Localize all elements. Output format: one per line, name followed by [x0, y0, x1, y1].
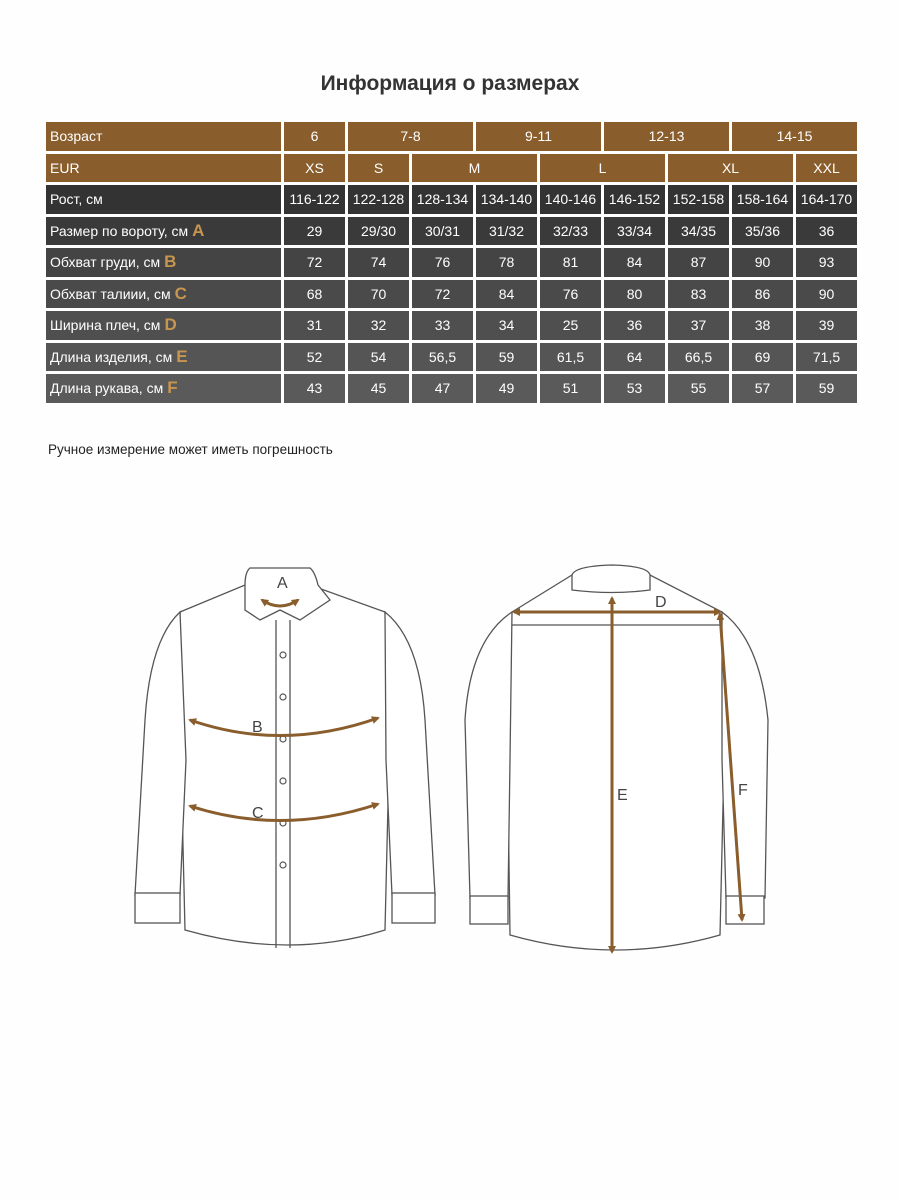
table-cell: 32: [348, 311, 409, 340]
table-cell: 38: [732, 311, 793, 340]
front-right-sleeve: [385, 612, 435, 895]
table-cell: 29/30: [348, 217, 409, 246]
age-cell: 12-13: [604, 122, 729, 151]
table-cell: 51: [540, 374, 601, 403]
table-cell: 29: [284, 217, 345, 246]
table-cell: 45: [348, 374, 409, 403]
back-shirt: [465, 565, 768, 950]
eur-label: EUR: [46, 154, 281, 183]
back-collar: [572, 565, 650, 593]
back-left-cuff: [470, 896, 508, 924]
table-cell: 34/35: [668, 217, 729, 246]
eur-cell: S: [348, 154, 409, 183]
table-cell: 90: [796, 280, 857, 309]
measurement-rows: [46, 185, 857, 403]
label-d: D: [655, 594, 667, 611]
row-label-text: Обхват талиии, см: [50, 285, 171, 302]
front-shirt: [135, 568, 435, 948]
table-cell: 59: [796, 374, 857, 403]
row-label-text: Длина рукава, см: [50, 380, 164, 397]
eur-cell: L: [540, 154, 665, 183]
table-row: [46, 217, 857, 246]
table-cell: 69: [732, 343, 793, 372]
table-cell: 134-140: [476, 185, 537, 214]
table-cell: 80: [604, 280, 665, 309]
age-cell: 7-8: [348, 122, 473, 151]
table-cell: 31: [284, 311, 345, 340]
table-cell: 35/36: [732, 217, 793, 246]
eur-cell: XS: [284, 154, 345, 183]
table-cell: 128-134: [412, 185, 473, 214]
age-cell: 9-11: [476, 122, 601, 151]
table-cell: 25: [540, 311, 601, 340]
table-cell: 56,5: [412, 343, 473, 372]
age-cell: 6: [284, 122, 345, 151]
row-label-text: Обхват груди, см: [50, 254, 161, 271]
label-f: F: [738, 782, 748, 799]
table-cell: 34: [476, 311, 537, 340]
row-label: [46, 311, 281, 340]
back-left-sleeve: [465, 612, 512, 898]
eur-cell: M: [412, 154, 537, 183]
table-cell: 33: [412, 311, 473, 340]
table-cell: 31/32: [476, 217, 537, 246]
table-cell: 76: [540, 280, 601, 309]
table-cell: 61,5: [540, 343, 601, 372]
table-cell: 83: [668, 280, 729, 309]
table-cell: 53: [604, 374, 665, 403]
size-table: [43, 119, 860, 406]
table-cell: 43: [284, 374, 345, 403]
table-cell: 49: [476, 374, 537, 403]
age-label: Возраст: [46, 122, 281, 151]
table-cell: 122-128: [348, 185, 409, 214]
table-cell: 74: [348, 248, 409, 277]
table-cell: 30/31: [412, 217, 473, 246]
row-label: [46, 217, 281, 246]
table-cell: 146-152: [604, 185, 665, 214]
table-cell: 54: [348, 343, 409, 372]
label-c: C: [252, 805, 264, 822]
table-row: [46, 343, 857, 372]
eur-row: [46, 154, 857, 183]
table-row: [46, 248, 857, 277]
measure-letter: E: [176, 346, 188, 366]
table-cell: 68: [284, 280, 345, 309]
table-cell: 59: [476, 343, 537, 372]
row-label-text: Ширина плеч, см: [50, 317, 161, 334]
table-cell: 87: [668, 248, 729, 277]
table-cell: 164-170: [796, 185, 857, 214]
table-cell: 78: [476, 248, 537, 277]
measure-letter: D: [164, 315, 177, 335]
row-label-text: Рост, см: [50, 191, 103, 208]
table-cell: 36: [604, 311, 665, 340]
table-row: [46, 374, 857, 403]
table-row: [46, 280, 857, 309]
table-cell: 39: [796, 311, 857, 340]
age-cell: 14-15: [732, 122, 857, 151]
table-cell: 72: [412, 280, 473, 309]
table-cell: 72: [284, 248, 345, 277]
measure-letter: A: [192, 220, 205, 240]
table-cell: 33/34: [604, 217, 665, 246]
row-label: [46, 343, 281, 372]
eur-cell: XXL: [796, 154, 857, 183]
table-cell: 81: [540, 248, 601, 277]
back-body: [507, 575, 725, 950]
row-label: [46, 374, 281, 403]
front-body: [180, 585, 390, 945]
measure-letter: F: [167, 378, 178, 398]
table-cell: 116-122: [284, 185, 345, 214]
table-cell: 84: [604, 248, 665, 277]
shirt-diagram: [0, 520, 900, 960]
table-cell: 64: [604, 343, 665, 372]
front-left-cuff: [135, 893, 180, 923]
row-label: [46, 248, 281, 277]
table-row: [46, 185, 857, 214]
table-cell: 71,5: [796, 343, 857, 372]
table-cell: 47: [412, 374, 473, 403]
age-row: [46, 122, 857, 151]
table-cell: 76: [412, 248, 473, 277]
row-label-text: Размер по вороту, см: [50, 222, 189, 239]
measure-letter: B: [164, 252, 177, 272]
table-cell: 52: [284, 343, 345, 372]
table-cell: 57: [732, 374, 793, 403]
table-row: [46, 311, 857, 340]
front-right-cuff: [392, 893, 435, 923]
back-right-cuff: [726, 896, 764, 924]
table-cell: 36: [796, 217, 857, 246]
table-cell: 140-146: [540, 185, 601, 214]
measure-letter: C: [174, 283, 187, 303]
row-label: [46, 280, 281, 309]
label-a: A: [277, 575, 288, 592]
table-cell: 84: [476, 280, 537, 309]
table-cell: 66,5: [668, 343, 729, 372]
label-e: E: [617, 787, 628, 804]
table-cell: 152-158: [668, 185, 729, 214]
table-cell: 86: [732, 280, 793, 309]
page-title: Информация о размерах: [320, 72, 580, 95]
table-cell: 93: [796, 248, 857, 277]
table-cell: 90: [732, 248, 793, 277]
table-cell: 158-164: [732, 185, 793, 214]
label-b: B: [252, 719, 263, 736]
row-label: [46, 185, 281, 214]
table-cell: 70: [348, 280, 409, 309]
table-cell: 32/33: [540, 217, 601, 246]
eur-cell: XL: [668, 154, 793, 183]
row-label-text: Длина изделия, см: [50, 348, 173, 365]
measurement-note: Ручное измерение может иметь погрешность: [48, 442, 333, 457]
table-cell: 37: [668, 311, 729, 340]
front-left-sleeve: [135, 612, 186, 895]
table-cell: 55: [668, 374, 729, 403]
